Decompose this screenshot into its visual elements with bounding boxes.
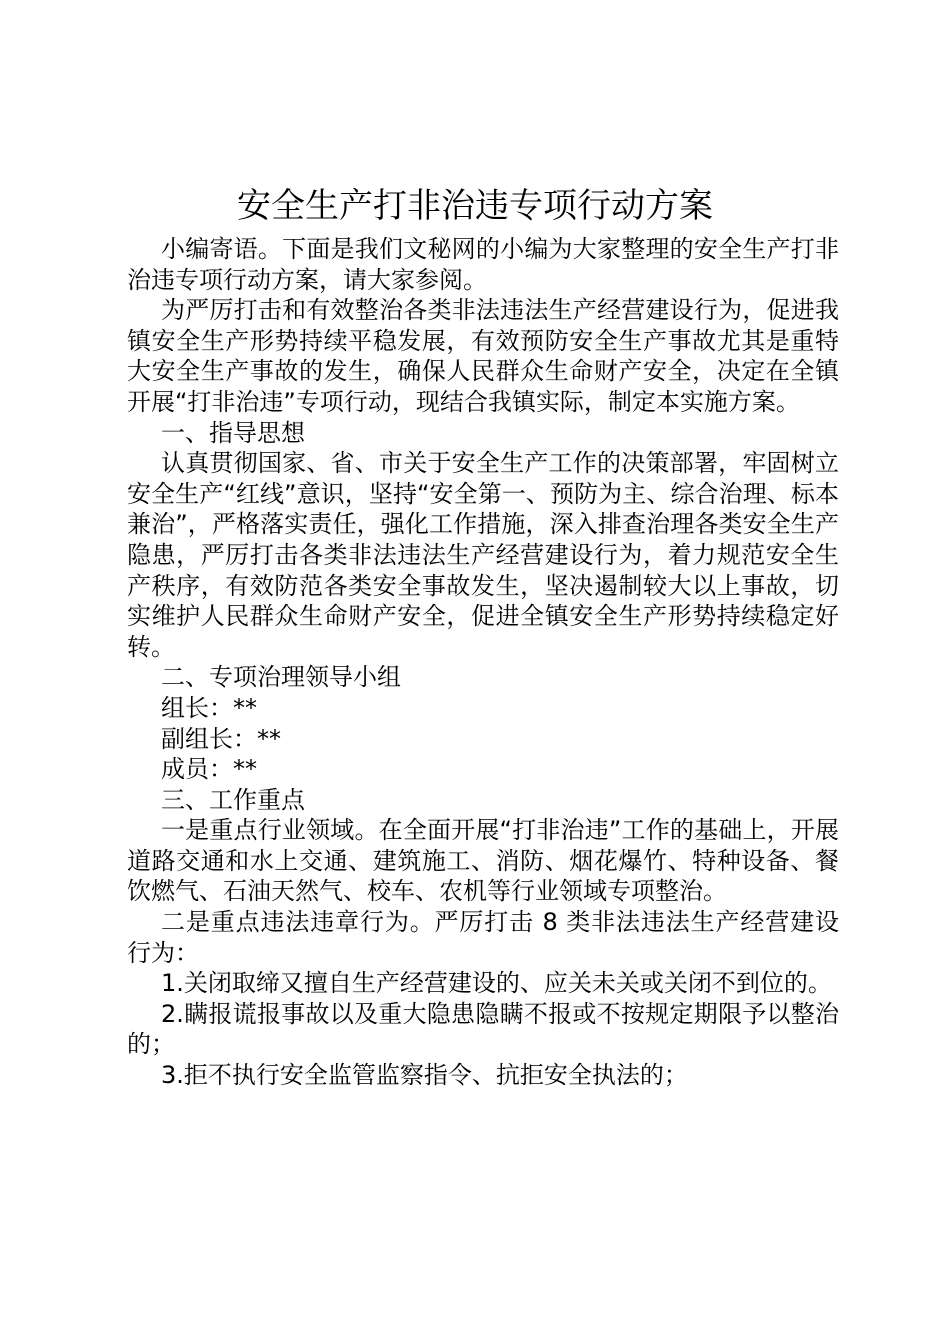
paragraph-intro: 小编寄语。下面是我们文秘网的小编为大家整理的安全生产打非治违专项行动方案，请大家参阅。 (127, 235, 839, 294)
paragraph-group-leader: 组长：** (161, 693, 257, 722)
list-item-1: 1.关闭取缔又擅自生产经营建设的、应关未关或关闭不到位的。 (161, 969, 832, 998)
document-title: 安全生产打非治违专项行动方案 (237, 186, 713, 226)
document-body (127, 234, 839, 1091)
heading-work-focus: 三、工作重点 (161, 785, 305, 814)
list-item-2: 2.瞒报谎报事故以及重大隐患隐瞒不报或不按规定期限予以整治的； (127, 999, 839, 1059)
list-item-3: 3.拒不执行安全监管监察指令、抗拒安全执法的； (161, 1061, 688, 1090)
paragraph-focus-industries: 一是重点行业领域。在全面开展“打非治违”工作的基础上，开展道路交通和水上交通、建筑施工、消防、烟花爆竹、特种设备、餐饮燃气、石油天然气、校车、农机等行业领域专项整治。 (127, 816, 839, 906)
paragraph-focus-violations: 二是重点违法违章行为。严厉打击 8 类非法违法生产经营建设行为： (127, 908, 839, 967)
heading-leading-group: 二、专项治理领导小组 (161, 663, 401, 692)
paragraph-members: 成员：** (161, 755, 257, 784)
paragraph-deputy-leader: 副组长：** (161, 724, 281, 753)
paragraph-guiding-ideology: 认真贯彻国家、省、市关于安全生产工作的决策部署，牢固树立安全生产“红线”意识，坚持“安全第一、预防为主、综合治理、标本兼治”，严格落实责任，强化工作措施，深入排查治理各类安全生产隐患，严厉打击各类非法违法生产经营建设行为，着力规范安全生产秩序，有效防范各类安全事故发生，坚决遏制较大以上事故，切实维护人民群众生命财产安全，促进全镇安全生产形势持续稳定好转。 (127, 449, 839, 661)
heading-guiding-ideology: 一、指导思想 (161, 418, 305, 447)
paragraph-purpose: 为严厉打击和有效整治各类非法违法生产经营建设行为，促进我镇安全生产形势持续平稳发展，有效预防安全生产事故尤其是重特大安全生产事故的发生，确保人民群众生命财产安全，决定在全镇开展“打非治违”专项行动，现结合我镇实际，制定本实施方案。 (127, 296, 839, 416)
